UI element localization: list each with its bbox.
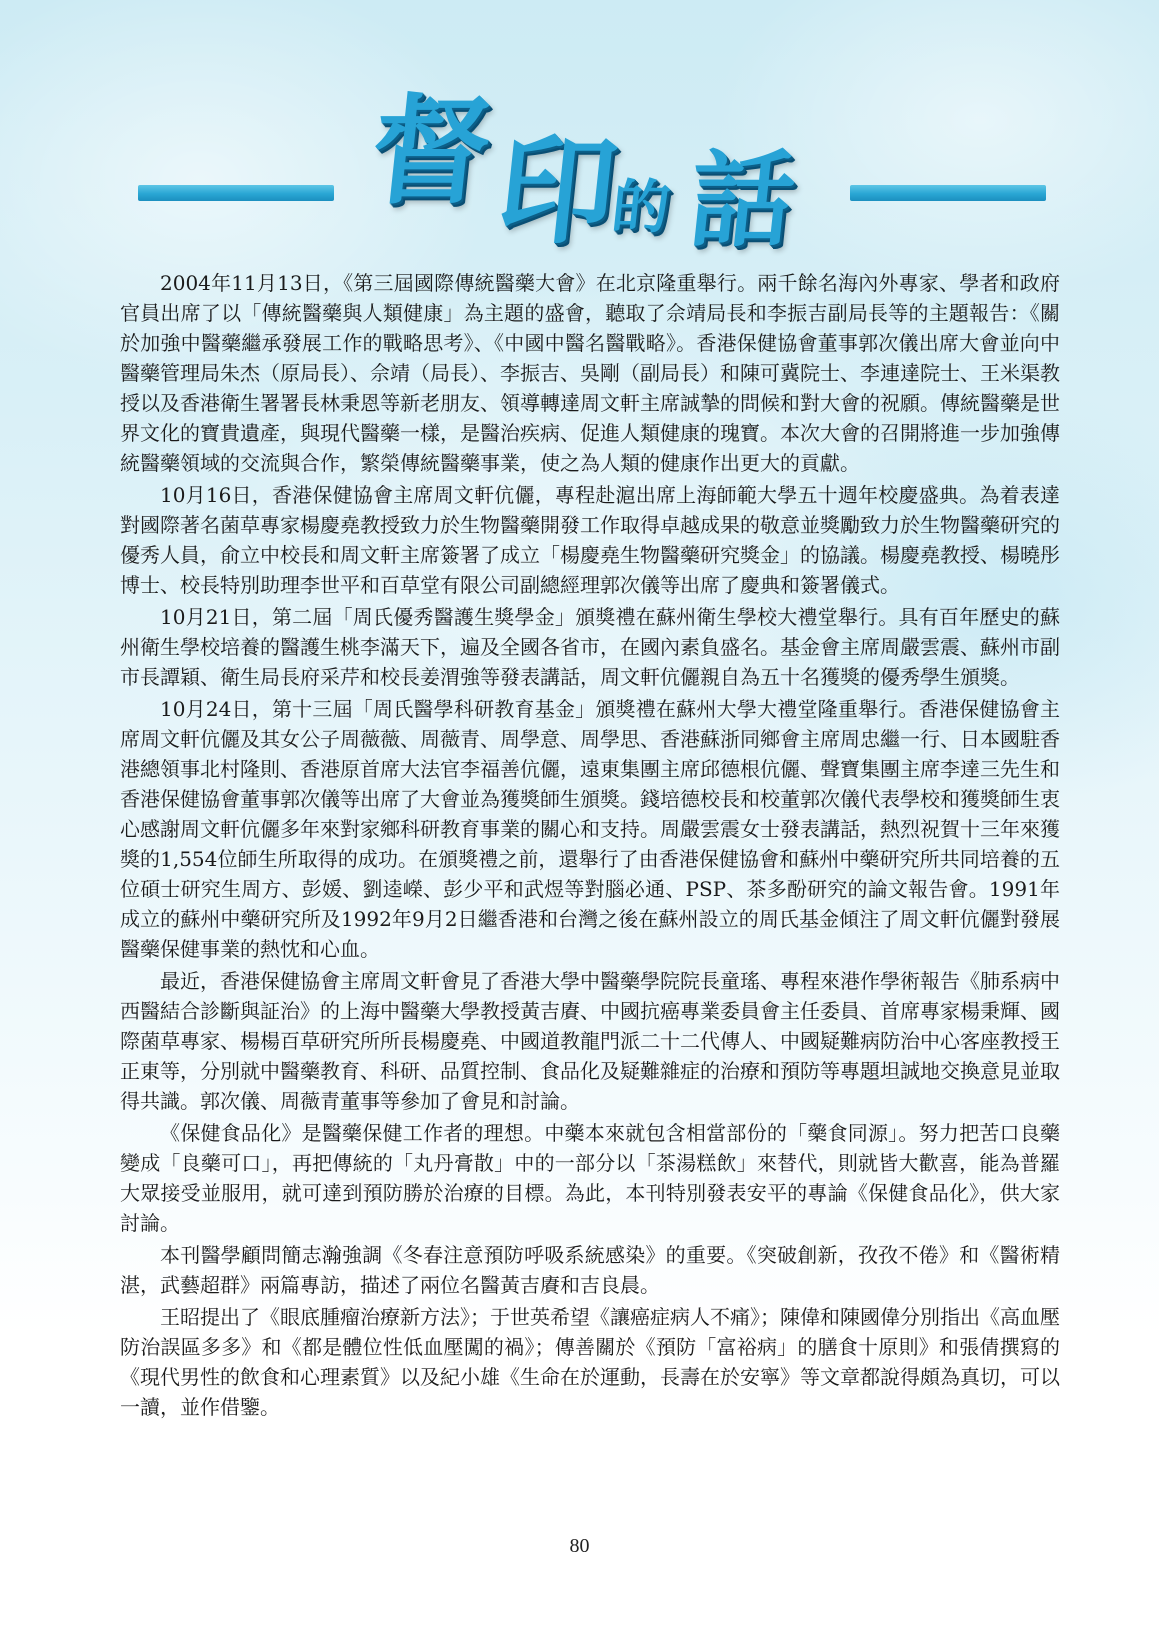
paragraph-4: 10月24日，第十三屆「周氏醫學科研教育基金」頒獎禮在蘇州大學大禮堂隆重舉行。香港保健協會主席周文軒伉儷及其女公子周薇薇、周薇青、周學意、周學思、香港蘇浙同鄉會主席周忠繼一行、日本國駐香港總領事北村隆則、香港原首席大法官李福善伉儷，遠東集團主席邱德根伉儷、聲寶集團主席李達三先生和香港保健協會董事郭次儀等出席了大會並為獲獎師生頒獎。錢培德校長和校董郭次儀代表學校和獲獎師生衷心感謝周文軒伉儷多年來對家鄉科研教育事業的關心和支持。周嚴雲震女士發表講話，熱烈祝賀十三年來獲獎的1,554位師生所取得的成功。在頒獎禮之前，還舉行了由香港保健協會和蘇州中藥研究所共同培養的五位碩士研究生周方、彭媛、劉逵嶸、彭少平和武煜等對腦必通、PSP、茶多酚研究的論文報告會。1991年成立的蘇州中藥研究所及1992年9月2日繼香港和台灣之後在蘇州設立的周氏基金傾注了周文軒伉儷對發展醫藥保健事業的熱忱和心血。 (120, 697, 1060, 961)
paragraph-7: 本刊醫學顧問簡志瀚強調《冬春注意預防呼吸系統感染》的重要。《突破創新，孜孜不倦》和《醫術精湛，武藝超群》兩篇專訪，描述了兩位名醫黃吉賡和吉良晨。 (120, 1243, 1060, 1297)
title-char-1: 督 (364, 81, 498, 220)
paragraph-3: 10月21日，第二屆「周氏優秀醫護生獎學金」頒獎禮在蘇州衛生學校大禮堂舉行。具有百年歷史的蘇州衛生學校培養的醫護生桃李滿天下，遍及全國各省市，在國內素負盛名。基金會主席周嚴雲震、蘇州市副市長譚穎、衛生局長府采芹和校長姜渭強等發表講話，周文軒伉儷親自為五十名獲獎的優秀學生頒獎。 (120, 605, 1060, 689)
paragraph-5: 最近，香港保健協會主席周文軒會見了香港大學中醫藥學院院長童瑤、專程來港作學術報告《肺系病中西醫結合診斷與証治》的上海中醫藥大學教授黃吉賡、中國抗癌專業委員會主任委員、首席專家楊秉輝、國際菌草專家、楊楊百草研究所所長楊慶堯、中國道教龍門派二十二代傳人、中國疑難病防治中心客座教授王正東等，分別就中醫藥教育、科研、品質控制、食品化及疑難雜症的治療和預防等專題坦誠地交換意見並取得共識。郭次儀、周薇青董事等參加了會見和討論。 (120, 969, 1060, 1113)
paragraph-8: 王昭提出了《眼底腫瘤治療新方法》；于世英希望《讓癌症病人不痛》；陳偉和陳國偉分別指出《高血壓防治誤區多多》和《都是體位性低血壓闖的禍》；傳善關於《預防「富裕病」的膳食十原則》和張倩撰寫的《現代男性的飲食和心理素質》以及紀小雄《生命在於運動，長壽在於安寧》等文章都說得頗為真切，可以一讀，並作借鑒。 (120, 1305, 1060, 1419)
header-rule-right (850, 185, 1046, 201)
paragraph-1: 2004年11月13日，《第三屆國際傳統醫藥大會》在北京隆重舉行。兩千餘名海內外專家、學者和政府官員出席了以「傳統醫藥與人類健康」為主題的盛會，聽取了佘靖局長和李振吉副局長等的主題報告：《關於加強中醫藥繼承發展工作的戰略思考》、《中國中醫名醫戰略》。香港保健協會董事郭次儀出席大會並向中醫藥管理局朱杰（原局長）、佘靖（局長）、李振吉、吳剛（副局長）和陳可冀院士、李連達院士、王米渠教授以及香港衛生署署長林秉恩等新老朋友、領導轉達周文軒主席誠摯的問候和對大會的祝願。傳統醫藥是世界文化的寶貴遺產，與現代醫藥一樣，是醫治疾病、促進人類健康的瑰寶。本次大會的召開將進一步加強傳統醫藥領域的交流與合作，繁榮傳統醫藥事業，使之為人類的健康作出更大的貢獻。 (120, 271, 1060, 475)
article-body (120, 268, 1060, 1424)
page-header (0, 70, 1159, 270)
title-char-4: 話 (683, 138, 801, 261)
header-rule-left (138, 185, 334, 201)
paragraph-6: 《保健食品化》是醫藥保健工作者的理想。中藥本來就包含相當部份的「藥食同源」。努力把苦口良藥變成「良藥可口」，再把傳統的「丸丹膏散」中的一部分以「茶湯糕飲」來替代，則就皆大歡喜，能為普羅大眾接受並服用，就可達到預防勝於治療的目標。為此，本刊特別發表安平的專論《保健食品化》，供大家討論。 (120, 1121, 1060, 1235)
title-char-2: 印 (490, 121, 624, 260)
paragraph-2: 10月16日，香港保健協會主席周文軒伉儷，專程赴滬出席上海師範大學五十週年校慶盛典。為着表達對國際著名菌草專家楊慶堯教授致力於生物醫藥開發工作取得卓越成果的敬意並獎勵致力於生物醫藥研究的優秀人員，俞立中校長和周文軒主席簽署了成立「楊慶堯生物醫藥研究獎金」的協議。楊慶堯教授、楊曉彤博士、校長特別助理李世平和百草堂有限公司副總經理郭次儀等出席了慶典和簽署儀式。 (120, 483, 1060, 597)
page-number: 80 (569, 1535, 590, 1557)
title-char-3: 的 (608, 173, 674, 241)
